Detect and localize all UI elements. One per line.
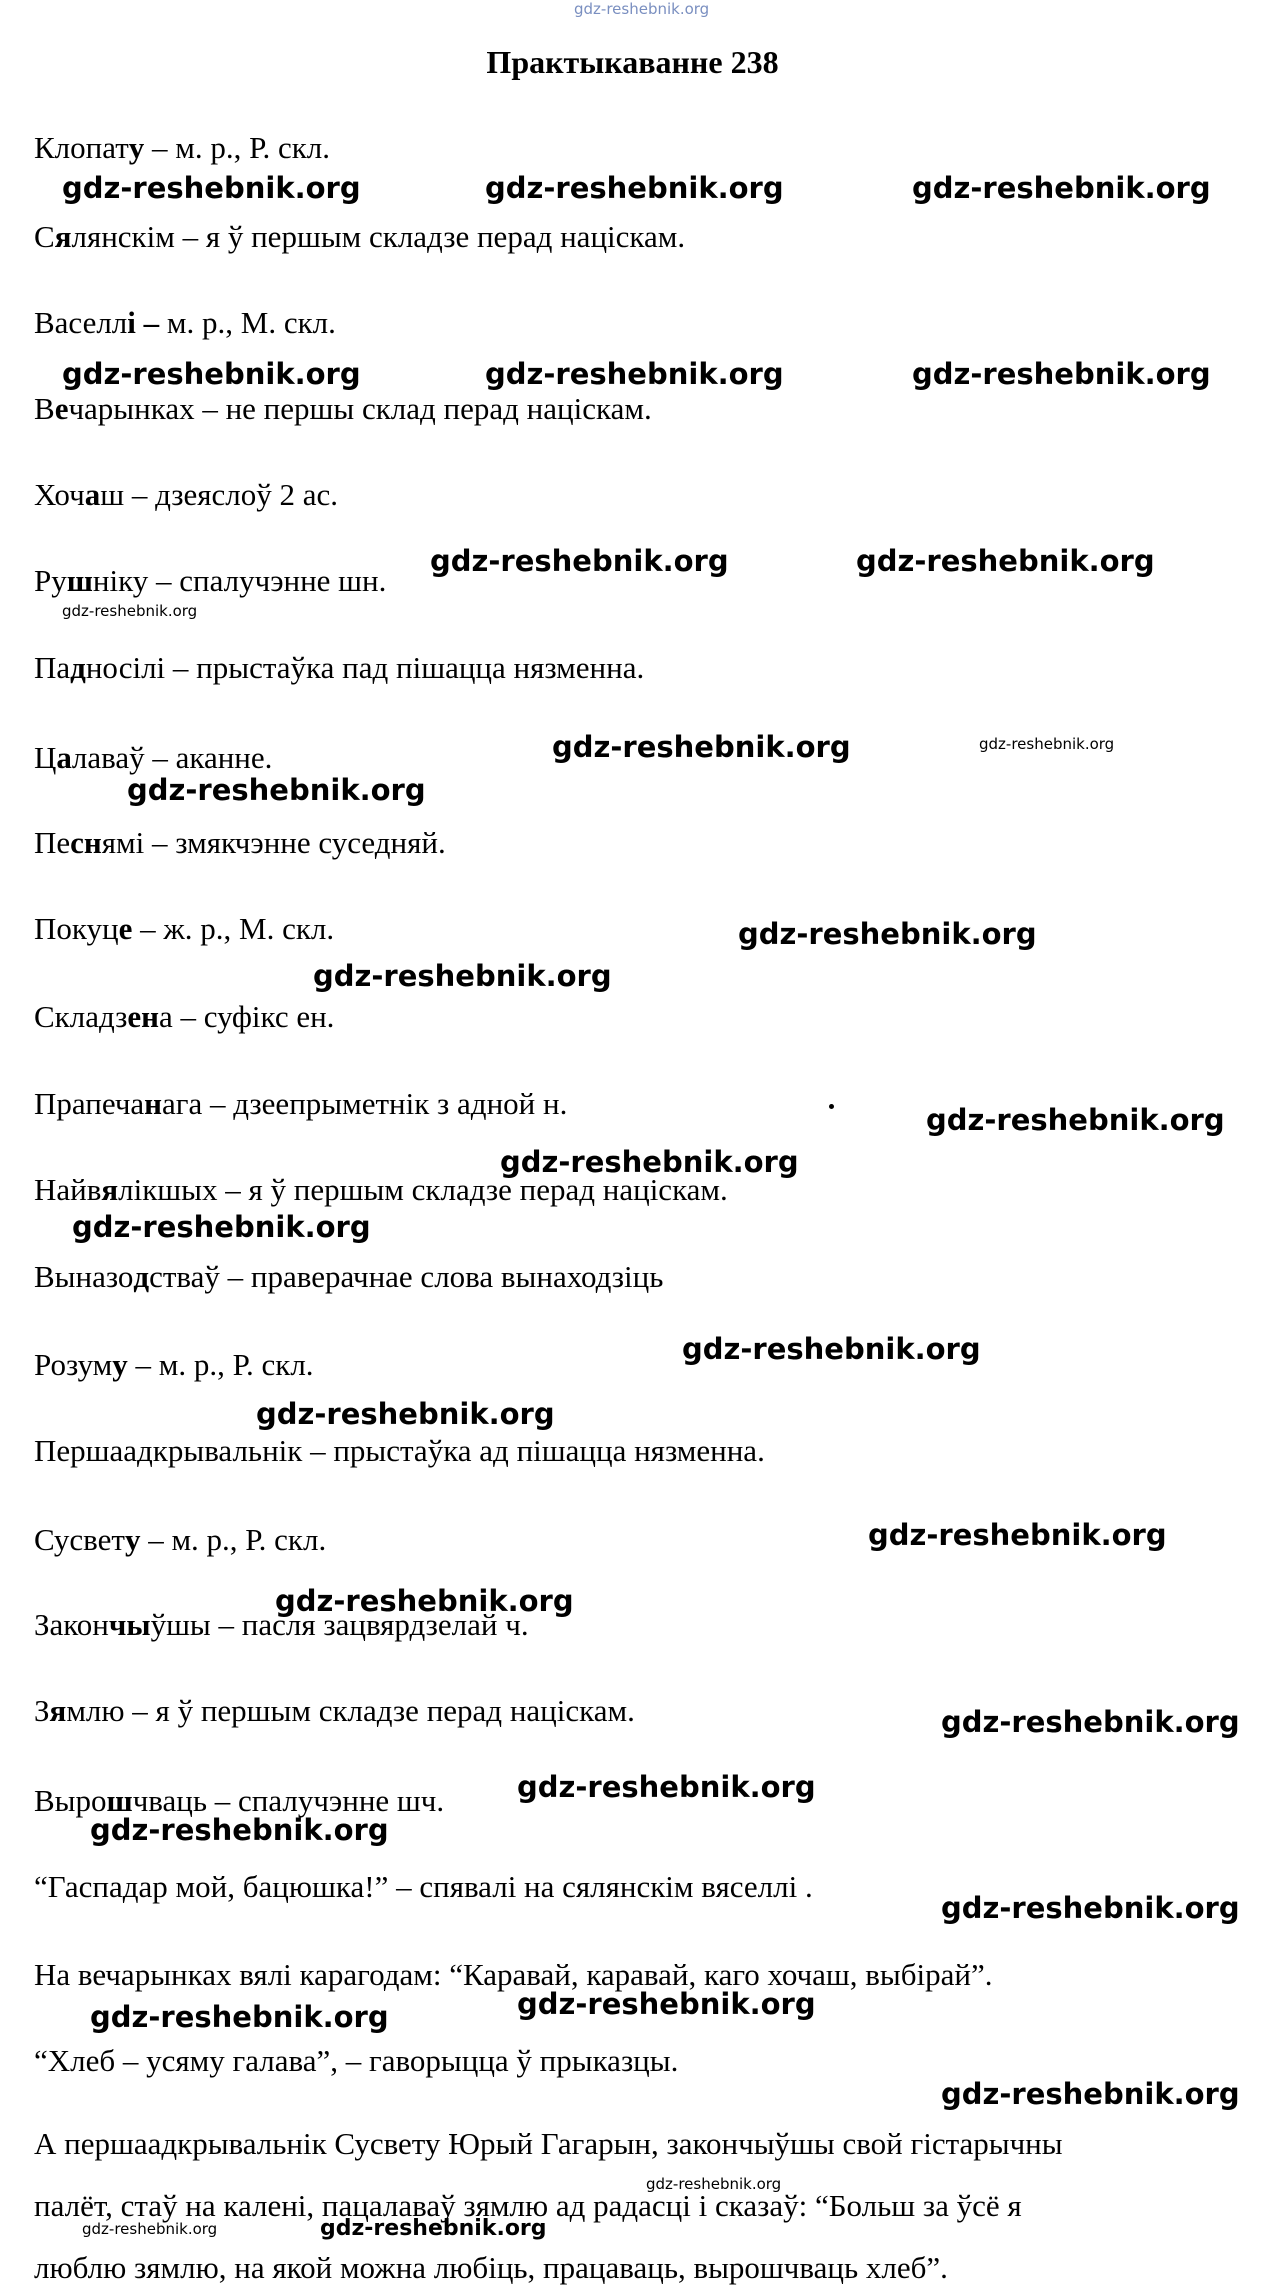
watermark: gdz-reshebnik.org — [926, 1103, 1225, 1137]
text-line: “Хлеб – усяму галава”, – гаворыцца ў прыказцы. — [34, 2043, 679, 2078]
text-line: Найвялікшых – я ў першым складзе перад націскам. — [34, 1172, 728, 1207]
watermark: gdz-reshebnik.org — [517, 1987, 816, 2021]
watermark: gdz-reshebnik.org — [552, 730, 851, 764]
text-line: А першаадкрывальнік Сусвету Юрый Гагарын, закончыўшы свой гістарычны — [34, 2126, 1063, 2161]
text-line: люблю зямлю, на якой можна любіць, працаваць, вырошчваць хлеб”. — [34, 2250, 948, 2285]
text-line: На вечарынках вялі карагодам: “Каравай, каравай, каго хочаш, выбірай”. — [34, 1957, 993, 1992]
text-line: Рушніку – спалучэнне шн. — [34, 563, 387, 598]
text-line: палёт, стаў на калені, пацалаваў зямлю ад радасці і сказаў: “Больш за ўсё я — [34, 2188, 1022, 2223]
text-line: Прапечанага – дзеепрыметнік з адной н. — [34, 1086, 568, 1121]
watermark: gdz-reshebnik.org — [738, 917, 1037, 951]
text-line: Зямлю – я ў першым складзе перад націскам. — [34, 1693, 635, 1728]
watermark-small: gdz-reshebnik.org — [646, 2175, 782, 2193]
watermark: gdz-reshebnik.org — [682, 1332, 981, 1366]
watermark: gdz-reshebnik.org — [485, 171, 784, 205]
watermark: gdz-reshebnik.org — [500, 1145, 799, 1179]
text-line: Складзена – суфікс ен. — [34, 999, 335, 1034]
text-line: Сялянскім – я ў першым складзе перад націскам. — [34, 219, 686, 254]
watermark: gdz-reshebnik.org — [941, 2077, 1240, 2111]
top-watermark: gdz-reshebnik.org — [574, 0, 710, 18]
text-line: Хочаш – дзеяслоў 2 ас. — [34, 477, 339, 512]
watermark: gdz-reshebnik.org — [62, 357, 361, 391]
text-line: Закончыўшы – пасля зацвярдзелай ч. — [34, 1607, 529, 1642]
text-line: Падносілі – прыстаўка пад пішацца нязменна. — [34, 650, 645, 685]
watermark: gdz-reshebnik.org — [485, 357, 784, 391]
watermark: gdz-reshebnik.org — [275, 1584, 574, 1618]
watermark-small: gdz-reshebnik.org — [979, 735, 1115, 753]
stray-dot — [829, 1104, 834, 1109]
text-line: Вечарынках – не першы склад перад націскам. — [34, 391, 652, 426]
watermark-small: gdz-reshebnik.org — [82, 2220, 218, 2238]
watermark: gdz-reshebnik.org — [62, 171, 361, 205]
watermark: gdz-reshebnik.org — [320, 2216, 547, 2241]
text-line: Сусвету – м. р., Р. скл. — [34, 1522, 327, 1557]
watermark-small: gdz-reshebnik.org — [62, 602, 198, 620]
watermark: gdz-reshebnik.org — [127, 773, 426, 807]
watermark: gdz-reshebnik.org — [912, 171, 1211, 205]
watermark: gdz-reshebnik.org — [912, 357, 1211, 391]
text-line: Выназодстваў – праверачнае слова вынаходзіць — [34, 1259, 664, 1294]
text-line: Першаадкрывальнік – прыстаўка ад пішацца нязменна. — [34, 1433, 765, 1468]
text-line: “Гаспадар мой, бацюшка!” – спявалі на сялянскім вяселлі . — [34, 1869, 813, 1904]
watermark: gdz-reshebnik.org — [256, 1397, 555, 1431]
text-line: Песнямі – змякчэнне суседняй. — [34, 825, 446, 860]
text-line: Вырошчваць – спалучэнне шч. — [34, 1783, 445, 1818]
text-line: Цалаваў – аканне. — [34, 740, 273, 775]
watermark: gdz-reshebnik.org — [868, 1518, 1167, 1552]
text-line: Покуце – ж. р., М. скл. — [34, 911, 335, 946]
watermark: gdz-reshebnik.org — [517, 1770, 816, 1804]
text-line: Розуму – м. р., Р. скл. — [34, 1347, 314, 1382]
watermark: gdz-reshebnik.org — [856, 544, 1155, 578]
watermark: gdz-reshebnik.org — [72, 1210, 371, 1244]
watermark: gdz-reshebnik.org — [90, 1813, 389, 1847]
page-title: Практыкаванне 238 — [486, 44, 779, 80]
watermark: gdz-reshebnik.org — [313, 959, 612, 993]
text-line: Клопату – м. р., Р. скл. — [34, 130, 331, 165]
watermark: gdz-reshebnik.org — [90, 2000, 389, 2034]
watermark: gdz-reshebnik.org — [941, 1891, 1240, 1925]
watermark: gdz-reshebnik.org — [430, 544, 729, 578]
text-line: Васеллі – м. р., М. скл. — [34, 305, 336, 340]
watermark: gdz-reshebnik.org — [941, 1705, 1240, 1739]
